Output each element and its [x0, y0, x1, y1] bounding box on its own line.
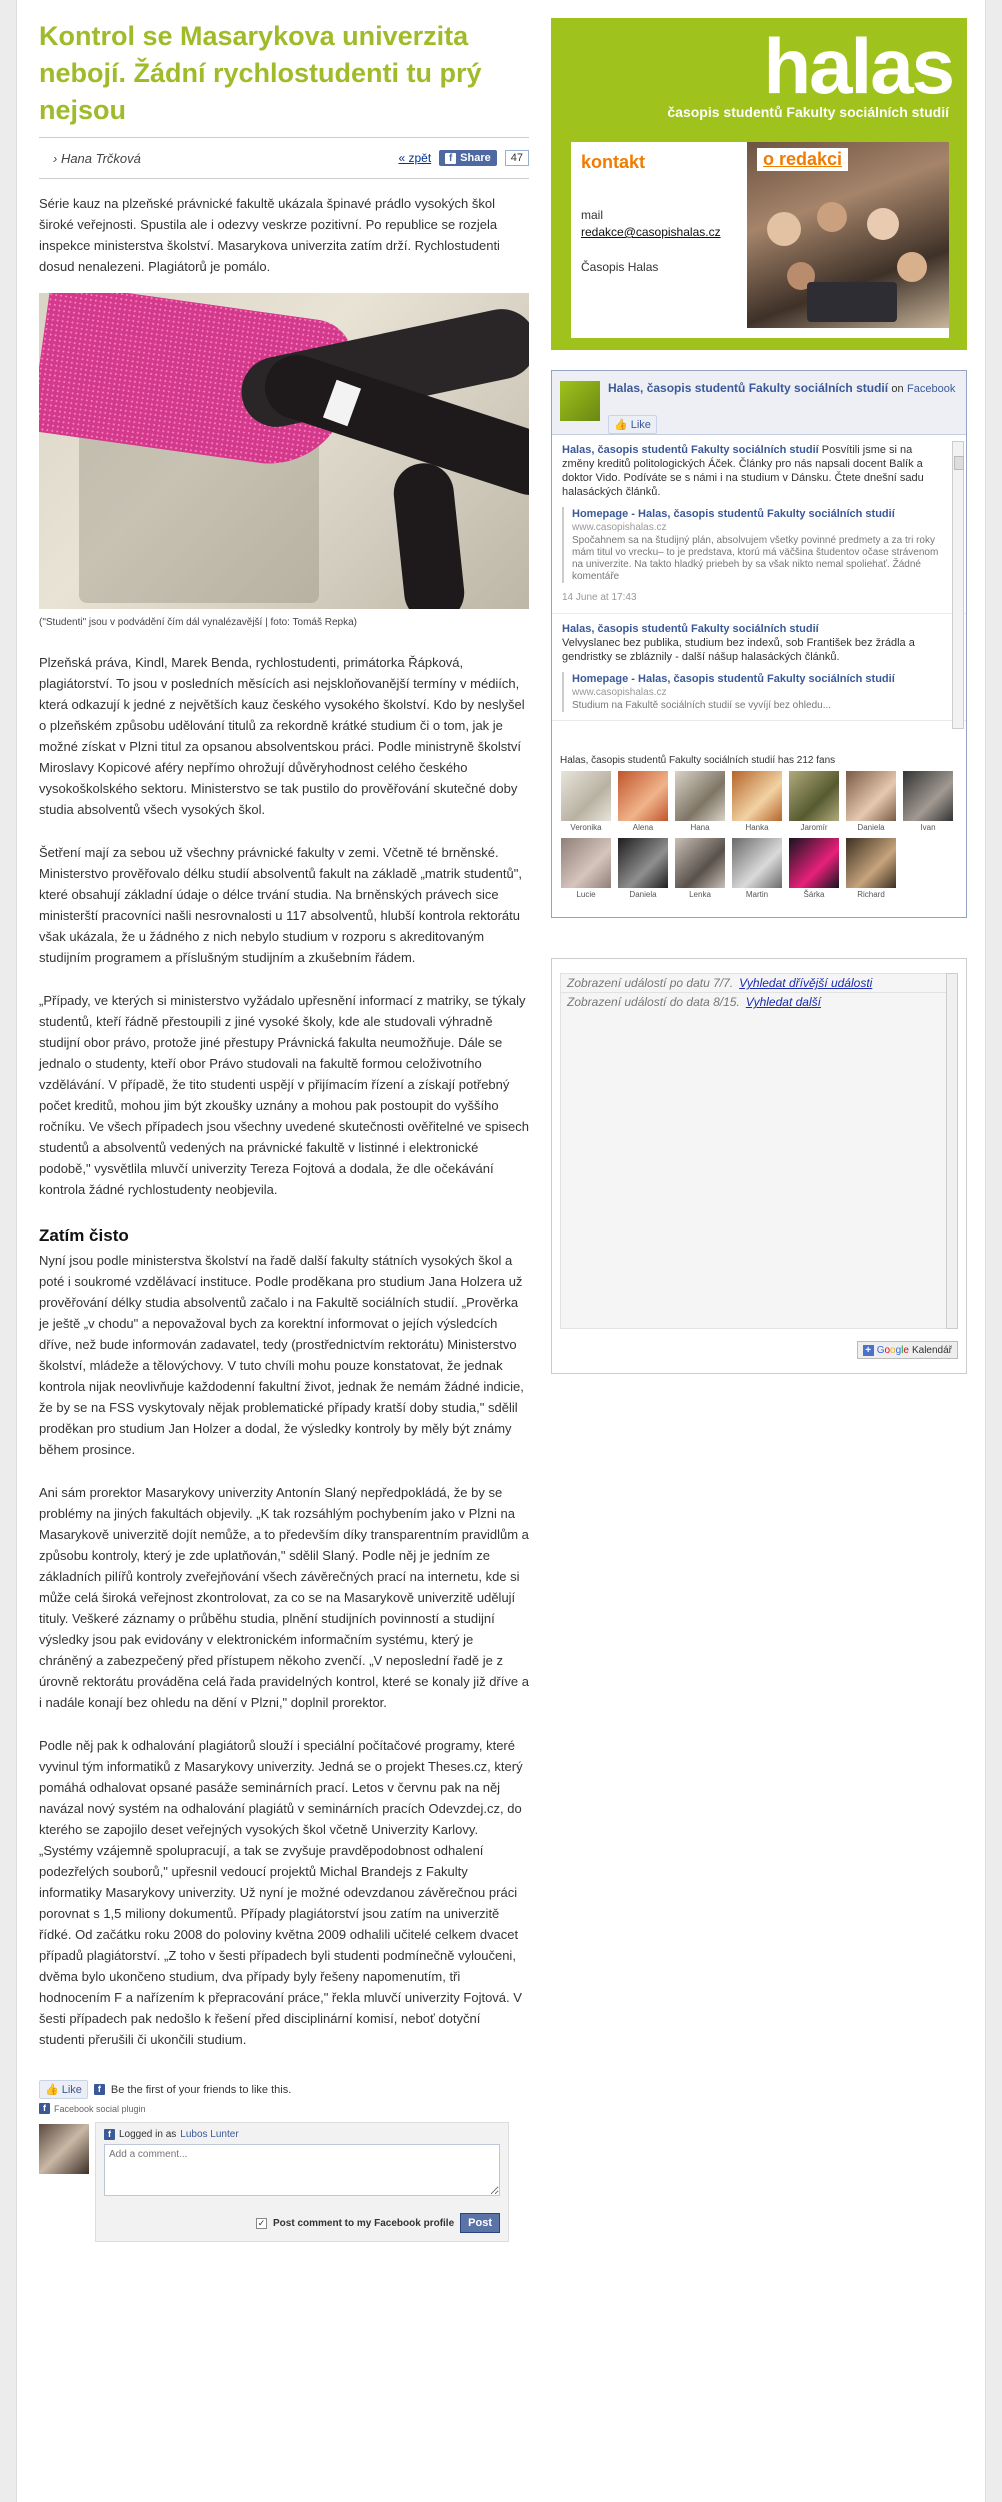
social-plugin-link[interactable] [39, 2103, 529, 2114]
fan-name: Daniela [857, 823, 885, 832]
article-photo [39, 293, 529, 609]
post-attachment [562, 672, 942, 712]
article-paragraph: Plzeňská práva, Kindl, Marek Benda, rychlostudenti, primátorka Řápková, plagiátorství. To jsou v posledních měsících asi nejskloňovanější termíny v médiích, která odkazují k jedné z největších kauz českého vysokého školství. Kdo by neslyšel o plzeňském způsobu udělování titulů za rekordně krátké studium či o tom, jak je možné získat v Plzni titul za opsanou absolventskou práci. Podle ministryně školství Miroslavy Kopicové aféry nepřímo ohrožují důvěryhodnost celého českého vysokoškolského sektoru. Ministerstvo se tak pustilo do prověřování skutečné doby studia absolventů všech vysokých škol. [39, 655, 525, 817]
thumbs-up-icon: 👍 [45, 2084, 59, 2096]
post-to-profile-label: Post comment to my Facebook profile [273, 2217, 455, 2229]
find-earlier-link[interactable]: Vyhledat dřívější události [739, 976, 873, 990]
byline [39, 138, 529, 178]
attachment-url: www.casopishalas.cz [572, 687, 667, 698]
article-title: Kontrol se Masarykova univerzita nebojí. Žádní rychlostudenti tu prý nejsou [39, 21, 482, 125]
fans-count-label: Halas, časopis studentů Fakulty sociálních studií has 212 fans [560, 755, 836, 766]
fan-name: Šárka [803, 890, 825, 899]
fan-item[interactable] [617, 838, 669, 899]
logged-in-info [104, 2129, 500, 2140]
fan-avatar [618, 771, 668, 821]
like-box-title [608, 381, 958, 397]
share-label: Share [460, 152, 491, 164]
author: › Hana Trčková [53, 150, 141, 166]
about-editorial-link[interactable]: o redakci [757, 148, 848, 171]
like-label: Like [630, 418, 651, 431]
fan-name: Ivan [920, 823, 936, 832]
comment-actions [256, 2213, 500, 2233]
article-lead: Série kauz na plzeňské právnické fakultě ukázala špinavé prádlo vysokých škol široké veřejnosti. Spustila ale i odezvy veskrze pozitivní. Po republice se rozjela inspekce ministerstva školství. Masarykova univerzita zatím drží. Rychlostudenti dosud nenalezeni. Plagiátorů je pomálo. [39, 196, 500, 274]
fan-name: Lenka [689, 890, 711, 899]
fan-avatar [675, 771, 725, 821]
mail-link[interactable]: redakce@casopishalas.cz [581, 225, 721, 239]
fan-name: Veronika [570, 823, 602, 832]
fan-item[interactable] [902, 771, 954, 832]
like-box-header [552, 371, 966, 435]
avatar [39, 2124, 89, 2174]
article-paragraph: Nyní jsou podle ministerstva školství na řadě další fakulty státních vysokých škol a poté i soukromé vzdělávací instituce. Podle proděkana pro studium Jana Holzera už prověřování délky studia absolventů začalo i na Fakultě sociálních studií. „Prověrka je ještě „v chodu" a nepovažoval bych za korektní informovat o jejích výsledcích dříve, než bude informován zadavatel, tedy (prostřednictvím rektorátu) Ministerstvo školství, mládeže a tělovýchovy. V tuto chvíli mohu pouze konstatovat, že jednak kontrola nijak neovlivňuje každodenní fakultní život, jednak že nemám žádné indicie, že by se na FSS vyskytovaly nějak problematické případy kratší doby studia," sdělil proděkan pro studium Jan Holzer a dodal, že výsledky kontroly by měly být známy během prosince. [39, 1253, 524, 1457]
comment-box [95, 2122, 509, 2242]
fan-avatar [561, 838, 611, 888]
facebook-like-plugin [39, 2080, 529, 2099]
post-author[interactable]: Halas, časopis studentů Fakulty sociálních studií [562, 444, 819, 456]
page-thumbnail[interactable] [560, 381, 600, 421]
facebook-icon: f [39, 2103, 50, 2114]
fan-avatar [561, 771, 611, 821]
mail-label: mail [581, 208, 604, 222]
attachment-title[interactable]: Homepage - Halas, časopis studentů Fakulty sociálních studií [572, 673, 895, 685]
logged-in-prefix: Logged in as [119, 2129, 177, 2140]
facebook-icon: f [104, 2129, 115, 2140]
google-calendar-button[interactable] [857, 1341, 958, 1359]
find-more-link[interactable]: Vyhledat další [745, 995, 821, 1009]
like-button[interactable] [608, 415, 657, 434]
fan-item[interactable] [560, 771, 612, 832]
fan-avatar [732, 771, 782, 821]
fan-name: Alena [632, 823, 654, 832]
calendar-later-row [561, 992, 949, 1011]
fan-item[interactable] [788, 838, 840, 899]
post-attachment [562, 507, 942, 583]
halas-box [551, 18, 967, 350]
post-text: Posvítili jsme si na změny kreditů politologických Áček. Články pro nás napsali docent Balík a doktor Vido. Podíváte se s námi i na studium v Dánsku. Čtete dnešní sadu halasáckých článků. [562, 444, 924, 498]
photo-caption: ("Studenti" jsou v podvádění čím dál vynalézavější | foto: Tomáš Repka) [39, 617, 358, 628]
fan-avatar [846, 771, 896, 821]
fan-avatar [903, 771, 953, 821]
back-link[interactable]: « zpět [398, 151, 432, 165]
post-date: 14 June at 17:43 [562, 592, 637, 603]
fan-avatar [846, 838, 896, 888]
attachment-title[interactable]: Homepage - Halas, časopis studentů Fakulty sociálních studií [572, 508, 895, 520]
page [16, 0, 986, 2502]
attachment-url: www.casopishalas.cz [572, 522, 667, 533]
facebook-share-button[interactable] [439, 150, 497, 166]
section-heading: Zatím čisto [39, 1226, 129, 1245]
divider [39, 178, 529, 179]
fan-item[interactable] [731, 838, 783, 899]
attachment-description: Spočahnem sa na študijný plán, absolvujem všetky povinné predmety a za tri roky mám titul vo vrecku– to je predstava, ktorú má väčšina študentov očase strávenom na univerzite. Na takto hladký priebeh by sa však nikto nemal spoliehať. Žádné komentáře [572, 535, 939, 582]
fan-item[interactable] [845, 771, 897, 832]
share-count: 47 [505, 150, 529, 166]
fan-name: Daniela [629, 890, 657, 899]
about-editorial-photo[interactable] [747, 142, 949, 328]
fan-item[interactable] [617, 771, 669, 832]
stream-scrollbar[interactable] [952, 441, 964, 729]
facebook-stream [552, 435, 966, 735]
fan-name: Jaromír [800, 823, 828, 832]
calendar-earlier-row [561, 974, 949, 992]
fan-item[interactable] [788, 771, 840, 832]
social-plugin-label: Facebook social plugin [54, 2103, 146, 2114]
facebook-icon: f [445, 153, 456, 164]
page-name-link[interactable]: Halas, časopis studentů Fakulty sociálních studií [608, 381, 889, 395]
stream-post [552, 614, 966, 721]
fan-avatar [732, 838, 782, 888]
facebook-icon: f [94, 2084, 105, 2095]
facebook-like-box [551, 370, 967, 918]
calendar-label: Kalendář [911, 1344, 952, 1356]
fan-name: Hana [690, 823, 710, 832]
thumbs-up-icon: 👍 [614, 419, 628, 431]
user-link[interactable]: Lubos Lunter [180, 2129, 239, 2140]
fan-avatar [789, 838, 839, 888]
like-label: Like [61, 2083, 82, 2096]
contact-panel [571, 142, 949, 338]
on-word: on [891, 383, 904, 395]
comment-area [39, 2122, 529, 2242]
fan-avatar [789, 771, 839, 821]
article-paragraph: Šetření mají za sebou už všechny právnické fakulty v zemi. Včetně té brněnské. Ministerstvo prověřovalo délku studií absolventů fakult na základě „matrik studentů", které obsahují základní údaje o délce trvání studia. Na brněnských právech sice ministerští pracovníci našli nesrovnalosti u 117 absolventů, hlubší kontrola rektorátu však ukázala, že u žádného z nich nebylo studium v rozporu s akreditovaným studijním programem a příslušným studijním a zkušebním řádem. [39, 845, 522, 965]
later-text: Zobrazení událostí do data 8/15. [567, 995, 740, 1009]
fan-avatar [618, 838, 668, 888]
fan-name: Hanka [745, 823, 769, 832]
fans-grid [560, 771, 960, 899]
fan-item[interactable] [845, 838, 897, 899]
calendar-agenda [560, 973, 950, 1329]
article-paragraph: „Případy, ve kterých si ministerstvo vyžádalo upřesnění informací z matriky, se týkaly studentů, kteří řádně přestoupili z jiné vysoké školy, kde ale studovali výhradně studijní obor právo, protože jiné přestupy Právnická fakulta neumožňuje. Dále se jednalo o studenty, kteří obor Právo studovali na fakultě formou celoživotního vzdělávání. V případě, že tito studenti uspějí v přijímacím řízení a získají potřebný počet kreditů, mohou jim být zkoušky uznány a mohou pak postoupit do vyššího ročníku. Ve všech případech jsou všechny uvedené skutečnosti ověřitelné ve spisech studentů a absolventů vedených na právnické fakultě v listinné i elektronické podobě," vysvětlila mluvčí univerzity Tereza Fojtová a dodala, že dle očekávání kontrola žádné rychlostudenty neobjevila. [39, 993, 529, 1197]
fan-name: Richard [857, 890, 885, 899]
byline-actions [398, 150, 529, 166]
plus-icon: + [863, 1345, 874, 1356]
post-button[interactable]: Post [460, 2213, 500, 2233]
article [39, 18, 529, 2242]
magazine-name: Časopis Halas [581, 260, 659, 274]
halas-tagline: časopis studentů Fakulty sociálních studií [667, 104, 949, 120]
post-text: Velvyslanec bez publika, studium bez indexů, sob František bez žrádla a gendristky se zbláznily - další nášup halasáckých článků. [562, 637, 915, 663]
fan-item[interactable] [560, 838, 612, 899]
fan-item[interactable] [674, 771, 726, 832]
fan-item[interactable] [731, 771, 783, 832]
contact-heading: kontakt [581, 152, 646, 172]
friends-like-text: Be the first of your friends to like this. [110, 2083, 292, 2096]
post-author[interactable]: Halas, časopis studentů Fakulty sociálních studií [562, 623, 819, 635]
attachment-description: Studium na Fakultě sociálních studií se vyvíjí bez ohledu... [572, 700, 832, 711]
calendar-scrollbar[interactable] [946, 973, 958, 1329]
halas-logo[interactable]: halas [763, 22, 953, 110]
google-calendar [551, 958, 967, 1374]
comment-input[interactable] [104, 2144, 500, 2196]
article-paragraph: Ani sám prorektor Masarykovy univerzity Antonín Slaný nepředpokládá, že by se problémy na jiných fakultách objevily. „K tak rozsáhlým pochybením jako v Plzni na Masarykově univerzitě dojít nemůže, a to především díky transparentním pravidlům a způsobu kontroly, který je zde uplatňován," sdělil Slaný. Podle něj je jedním ze základních pilířů kontroly zveřejňování všech závěrečných prací na internetu, kde si může celá široká veřejnost zkontrolovat, za co se na Masarykově univerzitě udělují tituly. Veškeré záznamy o průběhu studia, plnění studijních povinností a studijní výsledky jsou pak evidovány v elektronickém informačním systému, který je chráněný a zabezpečený před přístupem někoho zvenčí. „V neposlední řadě je z úrovně rektorátu prováděna celá řada pravidelných kontrol, které se konaly již dříve a i nadále konají bez ohledu na dění v Plzni," doplnil prorektor. [39, 1485, 529, 1710]
like-button[interactable] [39, 2080, 88, 2099]
google-logo: Google [876, 1344, 909, 1356]
stream-post [552, 435, 966, 614]
fan-avatar [675, 838, 725, 888]
post-to-profile-checkbox[interactable]: ✓ [257, 2217, 266, 2228]
fan-name: Martin [745, 890, 769, 899]
fan-name: Lucie [576, 890, 596, 899]
fan-item[interactable] [674, 838, 726, 899]
earlier-text: Zobrazení událostí po datu 7/7. [567, 976, 734, 990]
facebook-link[interactable]: Facebook [907, 383, 956, 395]
article-paragraph: Podle něj pak k odhalování plagiátorů slouží i speciální počítačové programy, které vyvinul tým informatiků z Masarykovy univerzity. Jedná se o projekt Theses.cz, který pomáhá odhalovat opsané pasáže seminárních prací. Letos v červnu pak na něj navázal nový systém na odhalování plagiátů v seminárních pracích Odevzdej.cz, do kterého se zapojilo deset veřejných vysokých škol včetně Univerzity Karlovy. „Systémy vzájemně spolupracují, a tak se zvyšuje pravděpodobnost odhalení podezřelých souborů," upřesnil vedoucí projektů Michal Brandejs z Fakulty informatiky Masarykovy univerzity. Už nyní je možné odevzdanou závěrečnou práci porovnat s 1,5 miliony dokumentů. Případy plagiátorství jsou zatím na univerzitě řídké. Od začátku roku 2008 do poloviny května 2009 odhalili učitelé celkem dvacet případů plagiátorství. „Z toho v šesti případech byli studenti podmínečně vyloučeni, dvěma bylo ukončeno studium, dva případy byly řešeny napomenutím, tři hodnocením F a nařízením k přepracování práce," řekla mluvčí univerzity Fojtová. V šesti případech pak nedošlo k řešení před disciplinární komisí, neboť dotyční studenti přerušili či ukončili studium. [39, 1738, 523, 2047]
